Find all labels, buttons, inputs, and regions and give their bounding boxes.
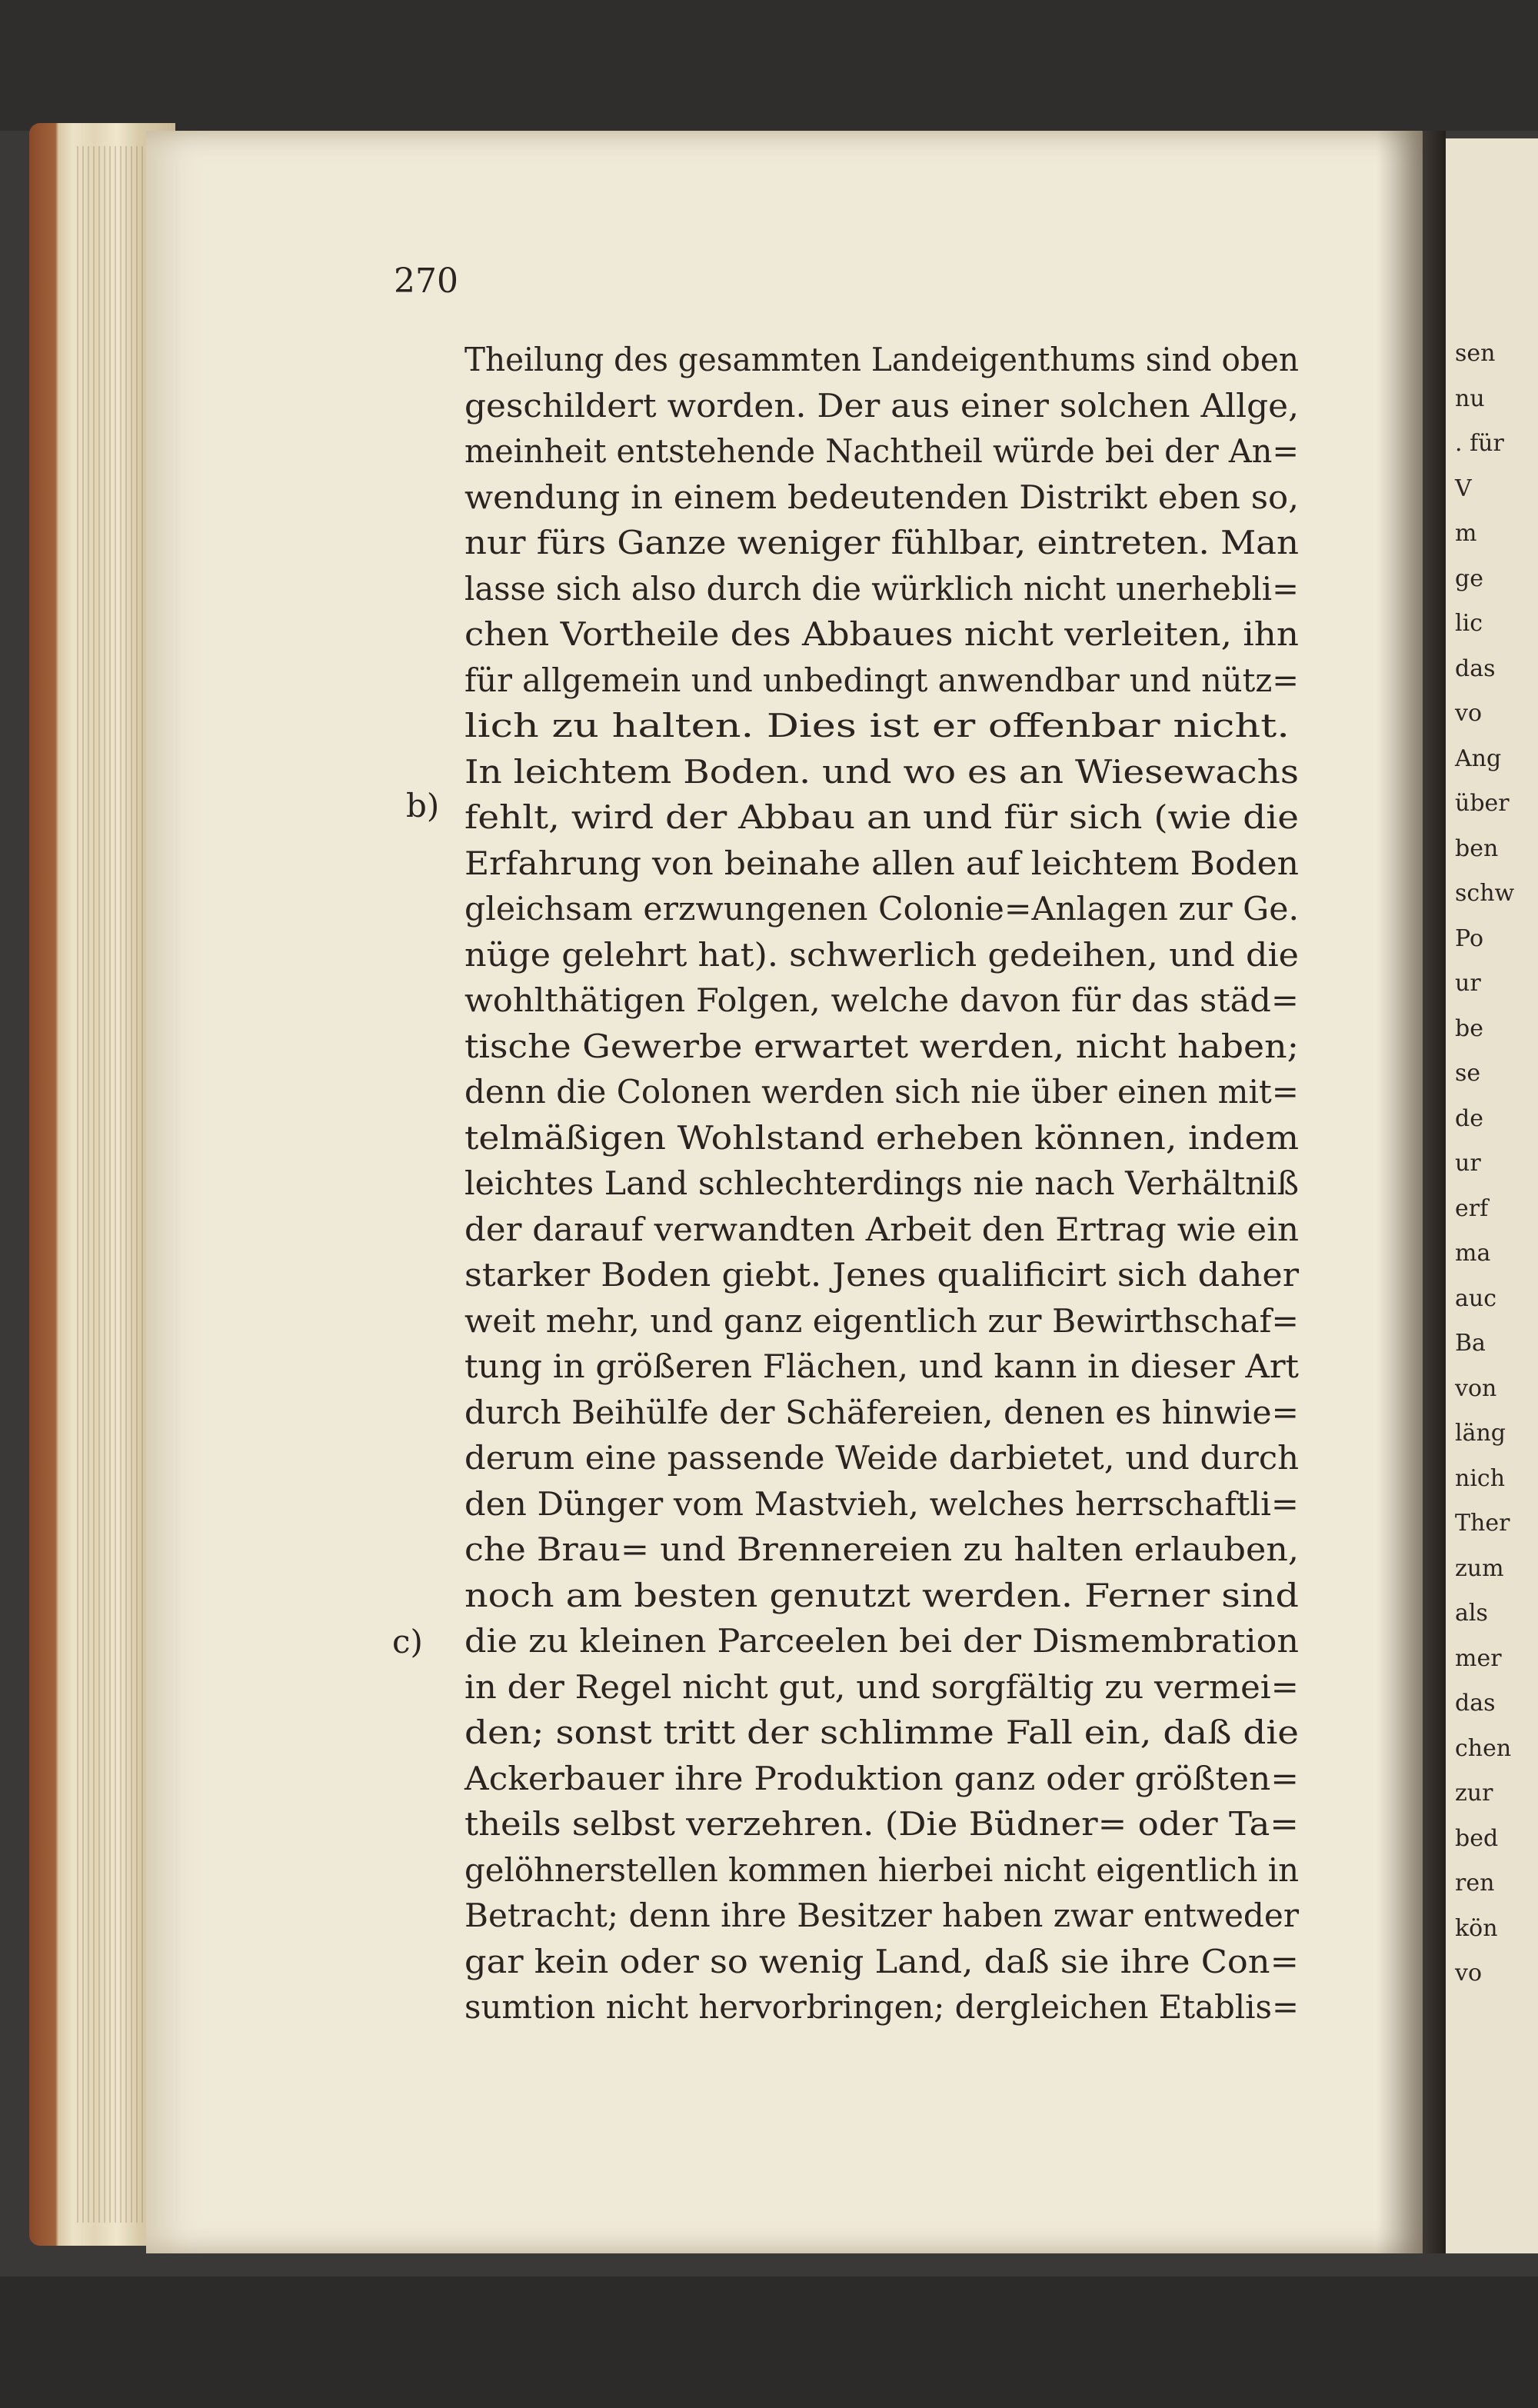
text-line: gleichsam erzwungenen Colonie=Anlagen zur Ge. [464, 890, 1299, 928]
text-line: den; sonst tritt der schlimme Fall ein, daß die [464, 1714, 1299, 1751]
text-line: geschildert worden. Der aus einer solchen Allge, [464, 386, 1299, 425]
text-line: theils selbst verzehren. (Die Büdner= oder Ta= [464, 1805, 1299, 1843]
text-line: fehlt, wird der Abbau an und für sich (wie die [464, 798, 1299, 836]
text-line: in der Regel nicht gut, und sorgfältig zu vermei= [464, 1667, 1299, 1706]
background-bottom [0, 2276, 1538, 2408]
text-line: gar kein oder so wenig Land, daß sie ihre Con= [464, 1942, 1299, 1980]
text-line: meinheit entstehende Nachtheil würde bei der An= [464, 432, 1299, 470]
text-line: derum eine passende Weide darbietet, und durch [464, 1439, 1299, 1477]
facing-page-fragment: sen [1455, 340, 1496, 367]
facing-page-fragment: ur [1455, 1150, 1481, 1177]
text-line: In leichtem Boden. und wo es an Wiesewachs [464, 752, 1299, 791]
text-line: noch am besten genutzt werden. Ferner sind [464, 1576, 1299, 1614]
text-line: Theilung des gesammten Landeigenthums sind oben [464, 341, 1299, 378]
text-line: weit mehr, und ganz eigentlich zur Bewirthschaf= [464, 1301, 1299, 1340]
facing-page-fragment: Po [1455, 924, 1484, 952]
text-line: Betracht; denn ihre Besitzer haben zwar entweder [464, 1897, 1299, 1934]
text-line: starker Boden giebt. Jenes qualificirt sich daher [464, 1256, 1299, 1294]
text-line: lasse sich also durch die würklich nicht unerhebli= [464, 569, 1299, 608]
text-line: tung in größeren Flächen, und kann in dieser Art [464, 1347, 1299, 1385]
facing-page-fragment: ben [1455, 834, 1499, 862]
text-line: wendung in einem bedeutenden Distrikt eben so, [464, 478, 1299, 516]
facing-page-fragment: de [1455, 1104, 1483, 1132]
text-line: der darauf verwandten Arbeit den Ertrag wie ein [464, 1210, 1299, 1248]
text-line: den Dünger vom Mastvieh, welches herrschaftli= [464, 1484, 1299, 1523]
text-line: che Brau= und Brennereien zu halten erlauben, [464, 1530, 1299, 1568]
text-line: gelöhnerstellen kommen hierbei nicht eigentlich in [464, 1850, 1299, 1889]
facing-page-fragment: ge [1455, 565, 1483, 592]
facing-page-fragment: Ba [1455, 1330, 1486, 1357]
facing-page-fragment: das [1455, 1690, 1496, 1717]
facing-page-fragment: vo [1455, 700, 1483, 727]
text-line: wohlthätigen Folgen, welche davon für das städ= [464, 981, 1299, 1019]
text-line: denn die Colonen werden sich nie über einen mit= [464, 1073, 1299, 1111]
text-line: sumtion nicht hervorbringen; dergleichen Etablis= [464, 1988, 1299, 2026]
facing-page-fragment: bed [1455, 1824, 1499, 1852]
facing-page-fragment: vo [1455, 1960, 1483, 1987]
facing-page-fragment: schw [1455, 880, 1515, 907]
facing-page [1446, 138, 1538, 2253]
text-line: die zu kleinen Parceelen bei der Dismembration [464, 1622, 1299, 1660]
facing-page-fragment: ren [1455, 1870, 1495, 1897]
facing-page-fragment: be [1455, 1014, 1483, 1042]
text-line: nüge gelehrt hat). schwerlich gedeihen, und die [464, 935, 1299, 974]
text-line: chen Vortheile des Abbaues nicht verleiten, ihn [464, 615, 1299, 653]
text-line: für allgemein und unbedingt anwendbar und nütz= [464, 661, 1299, 699]
text-line: nur fürs Ganze weniger fühlbar, eintreten. Man [464, 524, 1299, 561]
list-marker-c: c) [392, 1623, 423, 1660]
background-top [0, 0, 1538, 131]
text-line: telmäßigen Wohlstand erheben können, indem [464, 1118, 1299, 1157]
facing-page-fragment: ma [1455, 1240, 1491, 1267]
facing-page-fragment: nich [1455, 1464, 1506, 1492]
facing-page-fragment: auc [1455, 1284, 1497, 1312]
facing-page-fragment: Ang [1455, 744, 1502, 772]
facing-page-fragment: Ther [1455, 1510, 1510, 1537]
page-number: 270 [394, 261, 458, 301]
facing-page-fragment: von [1455, 1374, 1497, 1402]
text-line: tische Gewerbe erwartet werden, nicht haben; [464, 1027, 1299, 1065]
facing-page-fragment: läng [1455, 1420, 1506, 1447]
text-line: durch Beihülfe der Schäfereien, denen es hinwie= [464, 1393, 1299, 1431]
facing-page-fragment: über [1455, 790, 1510, 817]
spine-shadow [1377, 131, 1446, 2253]
facing-page-fragment: . für [1455, 430, 1504, 457]
facing-page-fragment: chen [1455, 1734, 1512, 1762]
facing-page-fragment: se [1455, 1060, 1481, 1087]
facing-page-fragment: zum [1455, 1554, 1504, 1582]
facing-page-fragment: V [1455, 475, 1472, 502]
facing-page-fragment: lic [1455, 610, 1483, 637]
facing-page-fragment: das [1455, 654, 1496, 682]
facing-page-fragment: nu [1455, 385, 1485, 412]
facing-page-fragment: mer [1455, 1644, 1502, 1672]
facing-page-fragment: erf [1455, 1194, 1489, 1222]
facing-page-fragment: ur [1455, 970, 1481, 997]
text-line: leichtes Land schlechterdings nie nach Verhältniß [464, 1164, 1299, 1202]
text-line: lich zu halten. Dies ist er offenbar nicht. [464, 707, 1290, 744]
text-line: Ackerbauer ihre Produktion ganz oder größten= [464, 1759, 1299, 1797]
list-marker-b: b) [406, 787, 440, 824]
facing-page-fragment: als [1455, 1600, 1488, 1627]
facing-page-fragment: m [1455, 520, 1477, 547]
text-line: Erfahrung von beinahe allen auf leichtem Boden [464, 844, 1299, 882]
facing-page-fragment: zur [1455, 1780, 1493, 1807]
facing-page-fragment: kön [1455, 1914, 1498, 1942]
